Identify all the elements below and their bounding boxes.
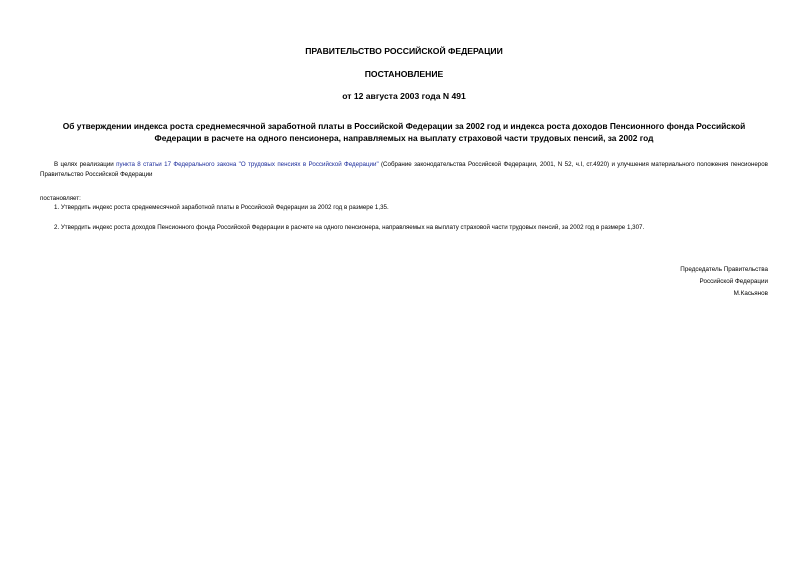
document-date-number: от 12 августа 2003 года N 491 [342,91,466,101]
resolves-label: постановляет: [40,195,81,202]
signature-position: Председатель Правительства [680,266,768,273]
document-type-heading: ПОСТАНОВЛЕНИЕ [364,69,444,79]
preamble-paragraph [40,160,768,179]
signature-organization: Российской Федерации [699,278,768,285]
law-reference-link[interactable]: пункта 8 статьи 17 Федерального закона "О трудовых пенсиях в Российской Федерации" [116,161,379,168]
document-page [40,0,768,571]
document-title: Об утверждении индекса роста среднемесячной заработной платы в Российской Федерации за 2002 год и индекса роста доходов Пенсионного фонда Российской Федерации в расчете на одного пенсионера, направляемых на выплату страховой части трудовых пенсий, за 2002 год [62,121,746,143]
preamble-text-end: (Собрание законодательства Российской Федерации, 2001, N 52, ч.I, ст.4920) и улучшения материального положения пенсионеров Правительство Российской Федерации [40,161,768,178]
government-heading: ПРАВИТЕЛЬСТВО РОССИЙСКОЙ ФЕДЕРАЦИИ [305,46,503,56]
decree-item-2: 2. Утвердить индекс роста доходов Пенсионного фонда Российской Федерации в расчете на одного пенсионера, направляемых на выплату страховой части трудовых пенсий, за 2002 год в размере 1,307. [54,224,645,231]
decree-item-1: 1. Утвердить индекс роста среднемесячной заработной платы в Российской Федерации за 2002 год в размере 1,35. [54,204,389,211]
preamble-text-start: В целях реализации [54,161,114,168]
signature-name: М.Касьянов [733,290,768,297]
